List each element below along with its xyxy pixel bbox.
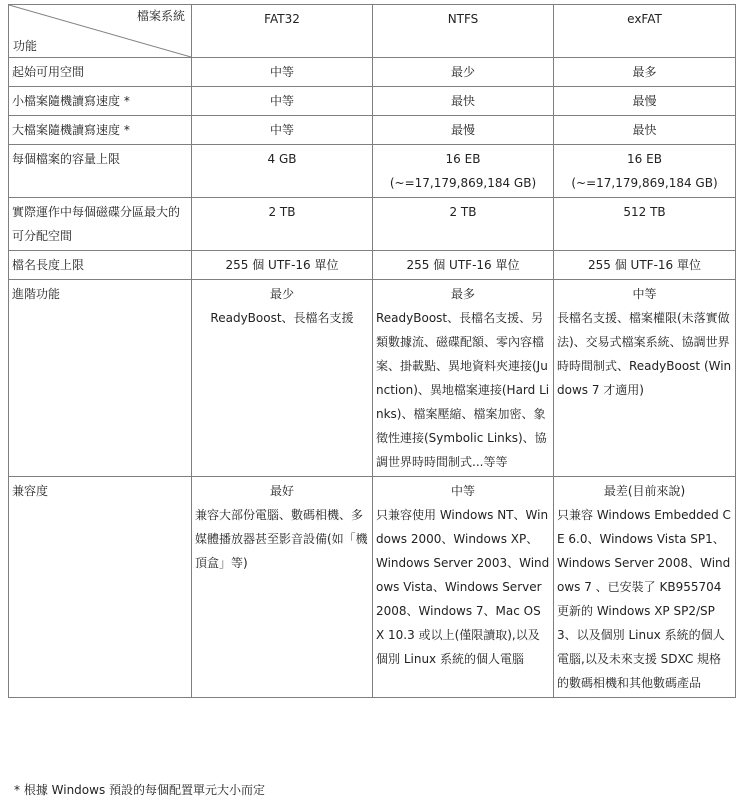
value-cell-ntfs: [373, 198, 554, 251]
feature-label: 每個檔案的容量上限: [9, 145, 192, 198]
value-rating: 2 TB: [449, 205, 477, 219]
table-row: [9, 87, 736, 116]
value-rating: 最慢: [450, 123, 475, 137]
value-rating: 中等: [450, 484, 475, 498]
value-cell-fat32: [192, 477, 373, 698]
value-detail: 只兼容 Windows Embedded CE 6.0、Windows Vista SP1、Windows Server 2008、Windows 7 、已安裝了 KB955704 更新的 Windows XP SP2/SP3、以及個別 Linux 系統的個人電腦,以及未來支援 SDXC 規格的數碼相機和其他數碼產品: [557, 508, 731, 690]
value-cell-fat32: [192, 116, 373, 145]
table-header-row: [9, 5, 736, 58]
header-corner-cell: [9, 5, 192, 58]
value-cell-ntfs: [373, 251, 554, 280]
value-cell-exfat: [554, 251, 736, 280]
value-detail: 長檔名支援、檔案權限(未落實做法)、交易式檔案系統、協調世界時時間制式、ReadyBoost (Windows 7 才適用): [557, 311, 732, 397]
value-detail: ReadyBoost、長檔名支援、另類數據流、磁碟配額、零內容檔案、掛載點、異地資料夾連接(Junction)、異地檔案連接(Hard Links)、檔案壓縮、檔案加密、象徵性連接(Symbolic Links)、協調世界時時間制式...等等: [376, 311, 550, 469]
value-cell-ntfs: [373, 58, 554, 87]
value-cell-fat32: [192, 198, 373, 251]
header-ntfs: NTFS: [373, 5, 554, 58]
value-cell-exfat: [554, 477, 736, 698]
table-row: [9, 116, 736, 145]
value-rating: 2 TB: [268, 205, 296, 219]
value-cell-ntfs: [373, 280, 554, 477]
value-detail: 兼容大部份電腦、數碼相機、多媒體播放器甚至影音設備(如「機頂盒」等): [195, 508, 368, 570]
table-body: [9, 58, 736, 698]
value-rating: 中等: [269, 65, 294, 79]
value-rating: 最少: [450, 65, 475, 79]
table-row: [9, 198, 736, 251]
value-rating: 255 個 UTF-16 單位: [225, 258, 339, 272]
value-rating: 最多: [450, 287, 475, 301]
value-rating: 512 TB: [623, 205, 666, 219]
value-cell-exfat: [554, 280, 736, 477]
value-cell-exfat: [554, 198, 736, 251]
value-cell-fat32: [192, 145, 373, 198]
value-rating: 16 EB: [445, 152, 481, 166]
feature-label: 起始可用空間: [9, 58, 192, 87]
feature-label: 進階功能: [9, 280, 192, 477]
value-rating: 最多: [632, 65, 657, 79]
value-detail: ReadyBoost、長檔名支援: [210, 311, 354, 325]
value-rating: 最慢: [632, 94, 657, 108]
value-detail: (~=17,179,869,184 GB): [571, 176, 718, 190]
header-fat32: FAT32: [192, 5, 373, 58]
table-row: [9, 58, 736, 87]
value-detail: 只兼容使用 Windows NT、Windows 2000、Windows XP、Windows Server 2003、Windows Vista、Windows Server 2008、Windows 7、Mac OS X 10.3 或以上(僅限讀取),以及個別 Linux 系統的個人電腦: [376, 508, 550, 666]
value-rating: 255 個 UTF-16 單位: [406, 258, 520, 272]
table-row: [9, 251, 736, 280]
value-cell-ntfs: [373, 116, 554, 145]
table-row: [9, 145, 736, 198]
feature-label: 檔名長度上限: [9, 251, 192, 280]
value-rating: 最快: [450, 94, 475, 108]
value-rating: 最好: [269, 484, 294, 498]
value-cell-fat32: [192, 87, 373, 116]
value-rating: 中等: [269, 123, 294, 137]
value-cell-exfat: [554, 145, 736, 198]
feature-label: 兼容度: [9, 477, 192, 698]
footnote: * 根據 Windows 預設的每個配置單元大小而定: [14, 783, 266, 797]
value-rating: 中等: [632, 287, 657, 301]
feature-label: 實際運作中每個磁碟分區最大的可分配空間: [9, 198, 192, 251]
value-cell-fat32: [192, 251, 373, 280]
value-cell-ntfs: [373, 87, 554, 116]
feature-label: 小檔案隨機讀寫速度 *: [9, 87, 192, 116]
value-cell-ntfs: [373, 145, 554, 198]
value-cell-fat32: [192, 280, 373, 477]
value-cell-exfat: [554, 116, 736, 145]
table-row: [9, 477, 736, 698]
corner-label-filesystem: 檔案系統: [136, 9, 185, 23]
header-exfat: exFAT: [554, 5, 736, 58]
value-rating: 16 EB: [627, 152, 662, 166]
value-rating: 最快: [632, 123, 657, 137]
filesystem-comparison-table: [8, 4, 736, 698]
value-cell-fat32: [192, 58, 373, 87]
value-rating: 4 GB: [267, 152, 297, 166]
value-cell-exfat: [554, 87, 736, 116]
table-row: [9, 280, 736, 477]
value-rating: 最少: [269, 287, 294, 301]
feature-label: 大檔案隨機讀寫速度 *: [9, 116, 192, 145]
value-rating: 最差(目前來說): [603, 484, 686, 498]
value-detail: (~=17,179,869,184 GB): [389, 176, 537, 190]
corner-label-feature: 功能: [13, 39, 38, 53]
value-cell-exfat: [554, 58, 736, 87]
value-rating: 255 個 UTF-16 單位: [588, 258, 701, 272]
value-cell-ntfs: [373, 477, 554, 698]
value-rating: 中等: [269, 94, 294, 108]
